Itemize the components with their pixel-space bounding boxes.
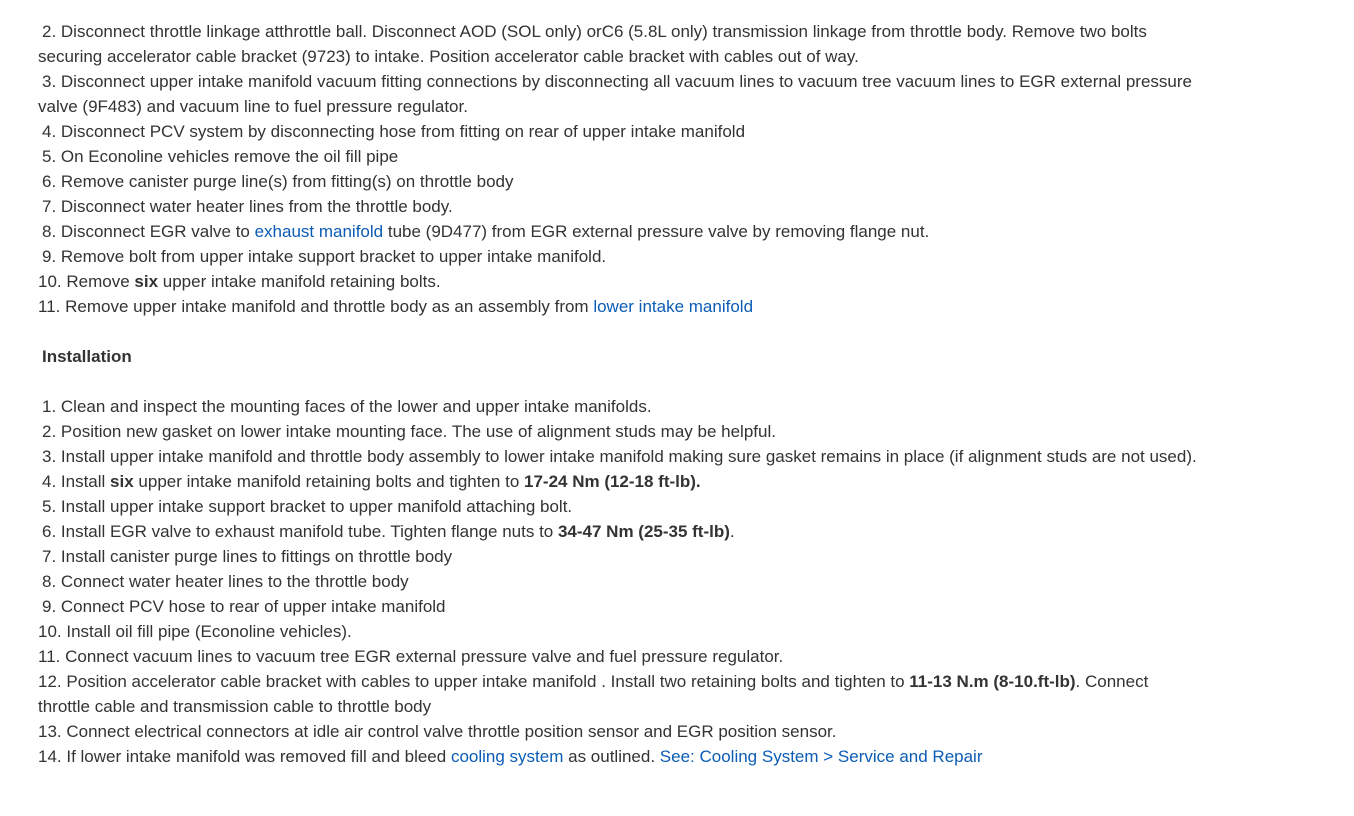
see-cooling-system-service-link[interactable]: See: Cooling System > Service and Repair <box>659 747 983 766</box>
removal-step-3: 3. Disconnect upper intake manifold vacuum fitting connections by disconnecting all vacuum lines to vacuum tree vacuum lines to EGR external pressure <box>42 72 1192 91</box>
removal-step-2-cont: securing accelerator cable bracket (9723) to intake. Position accelerator cable bracket with cables out of way. <box>38 47 859 66</box>
removal-step-4: 4. Disconnect PCV system by disconnecting hose from fitting on rear of upper intake manifold <box>42 122 746 141</box>
torque-spec: 11-13 N.m (8-10.ft-lb) <box>909 672 1076 691</box>
step-text: upper intake manifold retaining bolts. <box>158 272 441 291</box>
install-step-3: 3. Install upper intake manifold and throttle body assembly to lower intake manifold making sure gasket remains in place (if alignment studs are not used). <box>42 447 1197 466</box>
removal-step-2: 2. Disconnect throttle linkage atthrottle ball. Disconnect AOD (SOL only) orC6 (5.8L only) transmission linkage from throttle body. Remove two bolts <box>42 22 1147 41</box>
removal-step-9: 9. Remove bolt from upper intake support bracket to upper intake manifold. <box>42 247 607 266</box>
step-text: . Connect <box>1075 672 1149 691</box>
step-text: upper intake manifold retaining bolts and tighten to <box>133 472 524 491</box>
install-step-14 <box>38 744 1338 769</box>
step-text: . <box>729 522 735 541</box>
removal-step-5: 5. On Econoline vehicles remove the oil fill pipe <box>42 147 399 166</box>
install-step-10: 10. Install oil fill pipe (Econoline vehicles). <box>38 622 352 641</box>
lower-intake-manifold-link[interactable]: lower intake manifold <box>593 297 754 316</box>
removal-step-3-cont: valve (9F483) and vacuum line to fuel pressure regulator. <box>38 97 468 116</box>
step-text: 8. Disconnect EGR valve to <box>42 222 255 241</box>
bold-text: six <box>134 272 159 291</box>
step-text: 11. Remove upper intake manifold and throttle body as an assembly from <box>38 297 594 316</box>
install-step-2: 2. Position new gasket on lower intake mounting face. The use of alignment studs may be helpful. <box>42 422 776 441</box>
cooling-system-link[interactable]: cooling system <box>450 747 564 766</box>
removal-step-10 <box>38 269 1338 294</box>
install-step-7: 7. Install canister purge lines to fittings on throttle body <box>42 547 453 566</box>
install-step-11: 11. Connect vacuum lines to vacuum tree EGR external pressure valve and fuel pressure regulator. <box>38 647 784 666</box>
procedure-document <box>38 19 1338 769</box>
step-text: tube (9D477) from EGR external pressure valve by removing flange nut. <box>383 222 930 241</box>
install-step-6 <box>38 519 1338 544</box>
step-text: as outlined. <box>563 747 660 766</box>
removal-step-7: 7. Disconnect water heater lines from the throttle body. <box>42 197 453 216</box>
removal-step-11 <box>38 294 1338 319</box>
bold-text: six <box>110 472 134 491</box>
step-text: 4. Install <box>42 472 111 491</box>
exhaust-manifold-link[interactable]: exhaust manifold <box>254 222 384 241</box>
step-text: 12. Position accelerator cable bracket with cables to upper intake manifold . Install two retaining bolts and tighten to <box>38 672 910 691</box>
install-step-5: 5. Install upper intake support bracket to upper manifold attaching bolt. <box>42 497 573 516</box>
install-step-13: 13. Connect electrical connectors at idle air control valve throttle position sensor and EGR position sensor. <box>38 722 837 741</box>
step-text: 10. Remove <box>38 272 135 291</box>
torque-spec: 17-24 Nm (12-18 ft-lb). <box>524 472 701 491</box>
install-step-4 <box>38 469 1338 494</box>
step-text: 14. If lower intake manifold was removed fill and bleed <box>38 747 451 766</box>
installation-heading: Installation <box>42 347 132 366</box>
removal-step-8 <box>38 219 1338 244</box>
install-step-1: 1. Clean and inspect the mounting faces of the lower and upper intake manifolds. <box>42 397 652 416</box>
install-step-8: 8. Connect water heater lines to the throttle body <box>42 572 409 591</box>
install-step-9: 9. Connect PCV hose to rear of upper intake manifold <box>42 597 446 616</box>
torque-spec: 34-47 Nm (25-35 ft-lb) <box>557 522 730 541</box>
removal-step-6: 6. Remove canister purge line(s) from fitting(s) on throttle body <box>42 172 514 191</box>
step-text: 6. Install EGR valve to exhaust manifold tube. Tighten flange nuts to <box>42 522 558 541</box>
install-step-12 <box>38 669 1338 694</box>
install-step-12-cont: throttle cable and transmission cable to throttle body <box>38 697 432 716</box>
